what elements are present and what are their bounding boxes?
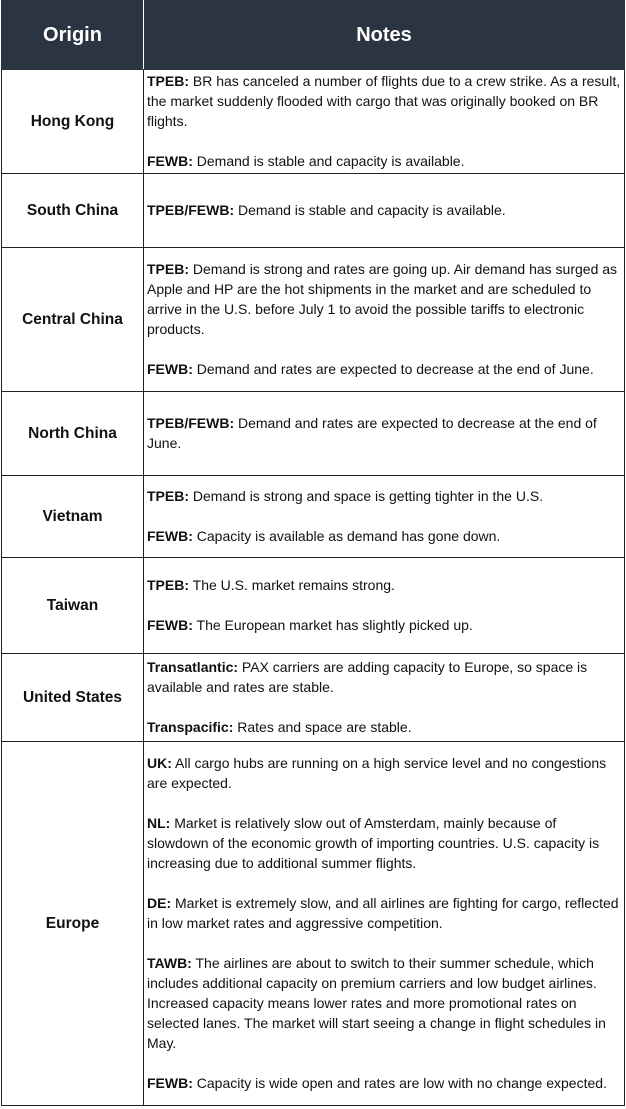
note-text: Demand is strong and rates are going up. Air demand has surged as Apple and HP are the hot shipments in the market and are scheduled to arrive in the U.S. before July 1 to avoid the possible tariffs to electronic products.	[147, 261, 618, 337]
notes-cell	[144, 70, 625, 174]
note-label: Transpacific:	[147, 719, 234, 735]
note-text: Demand is stable and capacity is available.	[192, 153, 465, 169]
origin-header: Origin	[2, 1, 144, 70]
note-label: DE:	[147, 895, 172, 911]
notes-cell	[144, 392, 625, 476]
note-text: Demand is strong and space is getting tighter in the U.S.	[189, 488, 544, 504]
note-label: TPEB:	[147, 488, 189, 504]
table-row	[2, 742, 625, 1106]
origin-cell: Europe	[2, 742, 144, 1106]
origin-cell: North China	[2, 392, 144, 476]
notes-cell	[144, 654, 625, 742]
note-label: UK:	[147, 755, 172, 771]
table-row	[2, 174, 625, 248]
note-paragraph	[147, 259, 621, 339]
note-label: TPEB:	[147, 261, 189, 277]
note-paragraph	[147, 953, 621, 1053]
note-paragraph	[147, 151, 621, 171]
note-paragraph	[147, 1073, 621, 1093]
origin-cell: Hong Kong	[2, 70, 144, 174]
note-text: The U.S. market remains strong.	[189, 577, 395, 593]
note-paragraph	[147, 526, 621, 546]
note-paragraph	[147, 893, 621, 933]
note-label: TPEB:	[147, 577, 189, 593]
notes-header: Notes	[144, 1, 625, 70]
notes-cell	[144, 742, 625, 1106]
note-label: TPEB/FEWB:	[147, 202, 235, 218]
market-notes-table	[1, 0, 625, 1106]
header-row	[2, 1, 625, 70]
note-label: TPEB:	[147, 73, 189, 89]
note-text: Rates and space are stable.	[233, 719, 412, 735]
table-row	[2, 248, 625, 392]
table-row	[2, 70, 625, 174]
note-paragraph	[147, 486, 621, 506]
note-paragraph	[147, 657, 621, 697]
note-label: FEWB:	[147, 1075, 193, 1091]
table-row	[2, 654, 625, 742]
note-paragraph	[147, 615, 621, 635]
note-label: FEWB:	[147, 153, 193, 169]
table-row	[2, 392, 625, 476]
note-text: The airlines are about to switch to their summer schedule, which includes additional capacity on premium carriers and low budget airlines. Increased capacity means lower rates and more promotional rates on selected lanes. The market will start seeing a change in flight schedules in May.	[147, 955, 606, 1051]
note-text: Demand is stable and capacity is available.	[234, 202, 506, 218]
origin-cell: Taiwan	[2, 558, 144, 654]
origin-cell: United States	[2, 654, 144, 742]
note-paragraph	[147, 413, 621, 453]
note-text: Demand and rates are expected to decrease at the end of June.	[192, 361, 594, 377]
note-text: The European market has slightly picked up.	[192, 617, 473, 633]
note-text: Market is extremely slow, and all airlines are fighting for cargo, reflected in low market rates and aggressive competition.	[147, 895, 619, 931]
note-paragraph	[147, 359, 621, 379]
note-text: BR has canceled a number of flights due to a crew strike. As a result, the market suddenly flooded with cargo that was originally booked on BR flights.	[147, 73, 621, 129]
note-label: FEWB:	[147, 528, 193, 544]
note-paragraph	[147, 200, 621, 220]
note-text: PAX carriers are adding capacity to Europe, so space is available and rates are stable.	[147, 659, 588, 695]
note-text: Capacity is wide open and rates are low with no change expected.	[192, 1075, 607, 1091]
notes-cell	[144, 476, 625, 558]
note-label: FEWB:	[147, 361, 193, 377]
table-row	[2, 558, 625, 654]
origin-cell: South China	[2, 174, 144, 248]
note-paragraph	[147, 575, 621, 595]
origin-cell: Vietnam	[2, 476, 144, 558]
note-paragraph	[147, 813, 621, 873]
note-paragraph	[147, 71, 621, 131]
note-label: FEWB:	[147, 617, 193, 633]
notes-cell	[144, 558, 625, 654]
origin-cell: Central China	[2, 248, 144, 392]
notes-cell	[144, 248, 625, 392]
note-label: NL:	[147, 815, 171, 831]
note-paragraph	[147, 753, 621, 793]
table-row	[2, 476, 625, 558]
note-text: Capacity is available as demand has gone down.	[192, 528, 501, 544]
note-label: Transatlantic:	[147, 659, 239, 675]
notes-cell	[144, 174, 625, 248]
note-label: TAWB:	[147, 955, 192, 971]
note-label: TPEB/FEWB:	[147, 415, 235, 431]
note-text: Market is relatively slow out of Amsterdam, mainly because of slowdown of the economic growth of importing countries. U.S. capacity is increasing due to additional summer flights.	[147, 815, 600, 871]
note-paragraph	[147, 717, 621, 737]
note-text: All cargo hubs are running on a high service level and no congestions are expected.	[147, 755, 607, 791]
note-text: Demand and rates are expected to decrease at the end of June.	[147, 415, 597, 451]
